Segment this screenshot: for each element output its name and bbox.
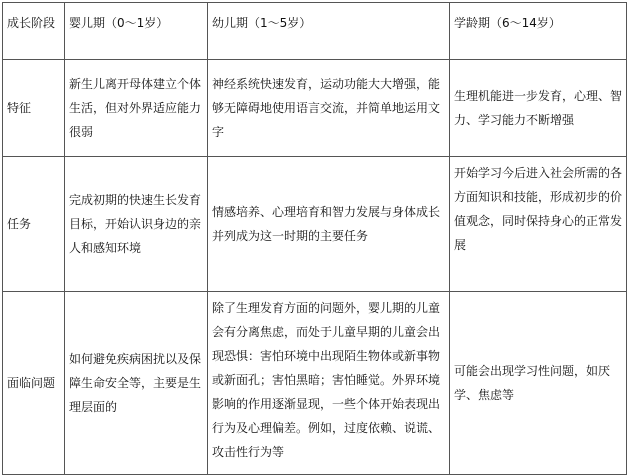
row-label-problems: 面临问题 [3,292,65,475]
growth-stage-table [2,2,627,475]
cell-toddler-features: 神经系统快速发育，运动功能大大增强，能够无障碍地使用语言交流，并简单地运用文字 [208,60,450,157]
cell-school-features: 生理机能进一步发育，心理、智力、学习能力不断增强 [450,60,627,157]
table-row [3,157,627,292]
cell-school-problems: 可能会出现学习性问题，如厌学、焦虑等 [450,292,627,475]
table-header-row [3,3,627,60]
cell-toddler-problems: 除了生理发育方面的问题外，婴儿期的儿童会有分离焦虑，而处于儿童早期的儿童会出现恐惧：害怕环境中出现陌生物体或新事物或新面孔；害怕黑暗；害怕睡觉。外界环境影响的作用逐渐显现，一些个体开始表现出行为及心理偏差。例如，过度依赖、说谎、攻击性行为等 [208,292,450,475]
header-infant: 婴儿期（0～1岁） [65,3,208,60]
header-stage: 成长阶段 [3,3,65,60]
cell-infant-problems: 如何避免疾病困扰以及保障生命安全等，主要是生理层面的 [65,292,208,475]
cell-toddler-tasks: 情感培养、心理培育和智力发展与身体成长并列成为这一时期的主要任务 [208,157,450,292]
row-label-features: 特征 [3,60,65,157]
header-school: 学龄期（6～14岁） [450,3,627,60]
table-row [3,292,627,475]
cell-infant-features: 新生儿离开母体建立个体生活，但对外界适应能力很弱 [65,60,208,157]
row-label-tasks: 任务 [3,157,65,292]
cell-infant-tasks: 完成初期的快速生长发育目标，开始认识身边的亲人和感知环境 [65,157,208,292]
table-row [3,60,627,157]
header-toddler: 幼儿期（1～5岁） [208,3,450,60]
cell-school-tasks: 开始学习今后进入社会所需的各方面知识和技能，形成初步的价值观念，同时保持身心的正常发展 [450,157,627,292]
